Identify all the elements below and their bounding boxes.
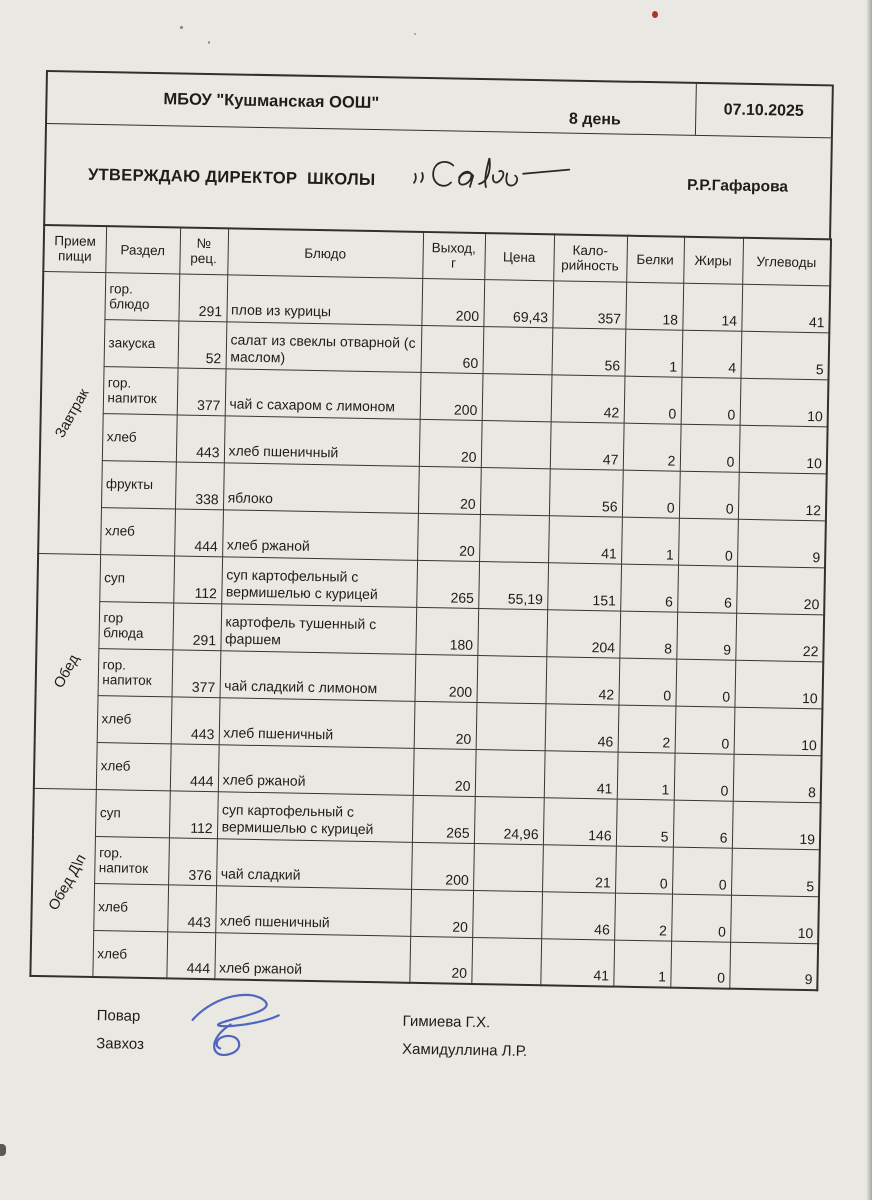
section-cell: хлеб — [96, 742, 171, 790]
dish-cell: хлеб ржаной — [218, 744, 414, 795]
section-cell: закуска — [104, 319, 179, 367]
dish-cell: суп картофельный с вермишелью с курицей — [217, 791, 413, 842]
output-grams-cell: 200 — [421, 278, 484, 326]
column-header: Блюдо — [227, 228, 423, 278]
proteins-cell: 2 — [618, 705, 676, 753]
proteins-cell: 8 — [619, 611, 677, 659]
output-grams-cell: 200 — [411, 842, 474, 890]
section-cell: хлеб — [102, 413, 177, 461]
section-cell: хлеб — [92, 930, 167, 978]
carbs-cell: 41 — [741, 284, 830, 333]
calories-cell: 21 — [542, 844, 616, 892]
document-date: 07.10.2025 — [695, 84, 832, 137]
recipe-number-cell: 377 — [172, 649, 221, 697]
recipe-number-cell: 377 — [177, 367, 226, 415]
carbs-cell: 10 — [734, 660, 823, 709]
recipe-number-cell: 376 — [168, 837, 217, 885]
proteins-cell: 1 — [621, 517, 679, 565]
column-header: № рец. — [179, 227, 228, 274]
fats-cell: 0 — [674, 753, 734, 801]
calories-cell: 42 — [545, 656, 619, 704]
scan-edge-mark — [0, 1144, 6, 1156]
proteins-cell: 0 — [622, 470, 680, 518]
price-cell — [476, 655, 546, 703]
fats-cell: 0 — [670, 941, 730, 989]
price-cell — [479, 514, 549, 562]
output-grams-cell: 20 — [419, 419, 482, 467]
recipe-number-cell: 291 — [172, 602, 221, 650]
day-number: 8 день — [568, 110, 621, 129]
proteins-cell: 2 — [614, 893, 672, 941]
calories-cell: 46 — [545, 703, 619, 751]
fats-cell: 0 — [672, 847, 732, 895]
price-cell: 55,19 — [478, 561, 548, 609]
price-cell — [477, 608, 547, 656]
scan-speck — [208, 41, 210, 44]
meal-label: Обед — [51, 652, 83, 691]
output-grams-cell: 200 — [415, 654, 478, 702]
carbs-cell: 9 — [729, 942, 818, 991]
column-header: Выход, г — [422, 232, 485, 279]
carbs-cell: 20 — [736, 566, 825, 615]
proteins-cell: 5 — [616, 799, 674, 847]
meal-label: Завтрак — [52, 385, 93, 441]
output-grams-cell: 265 — [416, 560, 479, 608]
calories-cell: 47 — [550, 421, 624, 469]
fats-cell: 6 — [673, 800, 733, 848]
carbs-cell: 22 — [735, 613, 824, 662]
price-cell — [475, 749, 545, 797]
calories-cell: 42 — [551, 374, 625, 422]
price-cell — [481, 420, 551, 468]
recipe-number-cell: 443 — [167, 884, 216, 932]
recipe-number-cell: 291 — [178, 273, 227, 321]
dish-cell: чай сладкий — [216, 838, 412, 889]
steward-name: Хамидуллина Л.Р. — [401, 1040, 528, 1060]
meal-label: Обед Д\п — [45, 852, 90, 914]
menu-table — [29, 224, 832, 991]
fats-cell: 0 — [671, 894, 731, 942]
meal-group-cell — [34, 553, 100, 789]
dish-cell: яблоко — [223, 462, 419, 513]
director-signature — [407, 152, 578, 207]
output-grams-cell: 20 — [413, 748, 476, 796]
cook-name: Гимиева Г.Х. — [402, 1012, 491, 1032]
dish-cell: суп картофельный с вермишелью с курицей — [221, 556, 417, 607]
carbs-cell: 12 — [738, 472, 827, 521]
recipe-number-cell: 444 — [174, 508, 223, 556]
output-grams-cell: 20 — [418, 466, 481, 514]
scan-edge-shadow — [866, 0, 872, 1200]
fats-cell: 6 — [677, 565, 737, 613]
section-cell: гор. напиток — [103, 366, 178, 414]
dish-cell: чай сладкий с лимоном — [220, 650, 416, 701]
scan-speck — [180, 26, 183, 29]
output-grams-cell: 20 — [417, 513, 480, 561]
fats-cell: 0 — [678, 518, 738, 566]
proteins-cell: 18 — [625, 282, 683, 330]
column-header: Кало- рийность — [553, 234, 627, 281]
column-header: Углеводы — [742, 238, 831, 286]
section-cell: гор. напиток — [94, 836, 169, 884]
steward-label: Завхоз — [96, 1035, 145, 1053]
carbs-cell: 10 — [734, 707, 823, 756]
price-cell — [476, 702, 546, 750]
meal-group-cell — [38, 271, 105, 554]
dish-cell: хлеб пшеничный — [219, 697, 415, 748]
recipe-number-cell: 443 — [176, 414, 225, 462]
fats-cell: 0 — [675, 659, 735, 707]
section-cell: гор. блюдо — [104, 272, 179, 320]
calories-cell: 56 — [549, 468, 623, 516]
approval-row — [43, 124, 833, 238]
scan-speck — [414, 33, 416, 35]
proteins-cell: 1 — [624, 329, 682, 377]
output-grams-cell: 20 — [410, 889, 473, 937]
carbs-cell: 5 — [740, 331, 829, 380]
signature-block — [28, 1001, 817, 1071]
proteins-cell: 0 — [624, 376, 682, 424]
recipe-number-cell: 444 — [170, 743, 219, 791]
menu-table-body — [30, 271, 830, 990]
calories-cell: 56 — [552, 327, 626, 375]
carbs-cell: 10 — [739, 425, 828, 474]
output-grams-cell: 20 — [409, 936, 472, 984]
dish-cell: хлеб пшеничный — [215, 885, 411, 936]
section-cell: суп — [95, 789, 170, 837]
calories-cell: 357 — [552, 280, 626, 328]
fats-cell: 4 — [681, 330, 741, 378]
recipe-number-cell: 52 — [178, 320, 227, 368]
calories-cell: 151 — [547, 562, 621, 610]
dish-cell: салат из свеклы отварной (с маслом) — [226, 321, 422, 372]
recipe-number-cell: 338 — [175, 461, 224, 509]
section-cell: хлеб — [93, 883, 168, 931]
output-grams-cell: 60 — [421, 325, 484, 373]
carbs-cell: 5 — [731, 848, 820, 897]
section-cell: суп — [99, 554, 174, 602]
calories-cell: 41 — [540, 938, 614, 986]
calories-cell: 46 — [541, 891, 615, 939]
column-header: Прием пищи — [43, 225, 106, 272]
dish-cell: картофель тушенный с фаршем — [220, 603, 416, 654]
proteins-cell: 2 — [623, 423, 681, 471]
output-grams-cell: 265 — [412, 795, 475, 843]
dish-cell: плов из курицы — [226, 274, 422, 325]
price-cell — [482, 373, 552, 421]
price-cell — [483, 326, 553, 374]
meal-group-cell — [30, 788, 95, 977]
proteins-cell: 0 — [618, 658, 676, 706]
approval-label: УТВЕРЖДАЮ ДИРЕКТОР ШКОЛЫ — [87, 165, 376, 189]
output-grams-cell: 180 — [415, 607, 478, 655]
proteins-cell: 6 — [620, 564, 678, 612]
section-cell: фрукты — [101, 460, 176, 508]
footer-names — [402, 1008, 528, 1066]
fats-cell: 0 — [679, 471, 739, 519]
calories-cell: 146 — [543, 797, 617, 845]
carbs-cell: 10 — [730, 895, 819, 944]
dish-cell: хлеб ржаной — [222, 509, 418, 560]
column-header: Раздел — [105, 226, 180, 273]
cook-label: Повар — [96, 1007, 141, 1025]
recipe-number-cell: 443 — [171, 696, 220, 744]
price-cell — [471, 937, 541, 985]
calories-cell: 41 — [544, 750, 618, 798]
output-grams-cell: 20 — [414, 701, 477, 749]
column-header: Жиры — [683, 237, 743, 284]
proteins-cell: 0 — [615, 846, 673, 894]
carbs-cell: 19 — [732, 801, 821, 850]
calories-cell: 41 — [548, 515, 622, 563]
recipe-number-cell: 444 — [166, 931, 215, 979]
director-name: Р.Р.Гафарова — [686, 176, 789, 196]
section-cell: хлеб — [97, 695, 172, 743]
fats-cell: 0 — [680, 424, 740, 472]
proteins-cell: 1 — [613, 940, 671, 988]
cook-signature-ink — [178, 986, 309, 1070]
price-cell — [473, 843, 543, 891]
fats-cell: 9 — [676, 612, 736, 660]
fats-cell: 0 — [681, 377, 741, 425]
fats-cell: 0 — [675, 706, 735, 754]
proteins-cell: 1 — [617, 752, 675, 800]
document-page — [28, 70, 834, 1071]
calories-cell: 204 — [546, 609, 620, 657]
section-cell: гор блюда — [98, 601, 173, 649]
dish-cell: хлеб ржаной — [214, 932, 410, 983]
price-cell: 69,43 — [483, 279, 553, 327]
carbs-cell: 10 — [740, 378, 829, 427]
scan-speck — [652, 11, 658, 18]
school-name: МБОУ "Кушманская ООШ" — [163, 90, 380, 113]
section-cell: гор. напиток — [98, 648, 173, 696]
price-cell: 24,96 — [474, 796, 544, 844]
recipe-number-cell: 112 — [173, 555, 222, 603]
column-header: Цена — [484, 233, 554, 280]
price-cell — [472, 890, 542, 938]
carbs-cell: 9 — [737, 519, 826, 568]
recipe-number-cell: 112 — [169, 790, 218, 838]
output-grams-cell: 200 — [420, 372, 483, 420]
carbs-cell: 8 — [733, 754, 822, 803]
fats-cell: 14 — [682, 283, 742, 331]
column-header: Белки — [626, 236, 684, 283]
dish-cell: хлеб пшеничный — [224, 415, 420, 466]
price-cell — [480, 467, 550, 515]
section-cell: хлеб — [100, 507, 175, 555]
dish-cell: чай с сахаром с лимоном — [225, 368, 421, 419]
